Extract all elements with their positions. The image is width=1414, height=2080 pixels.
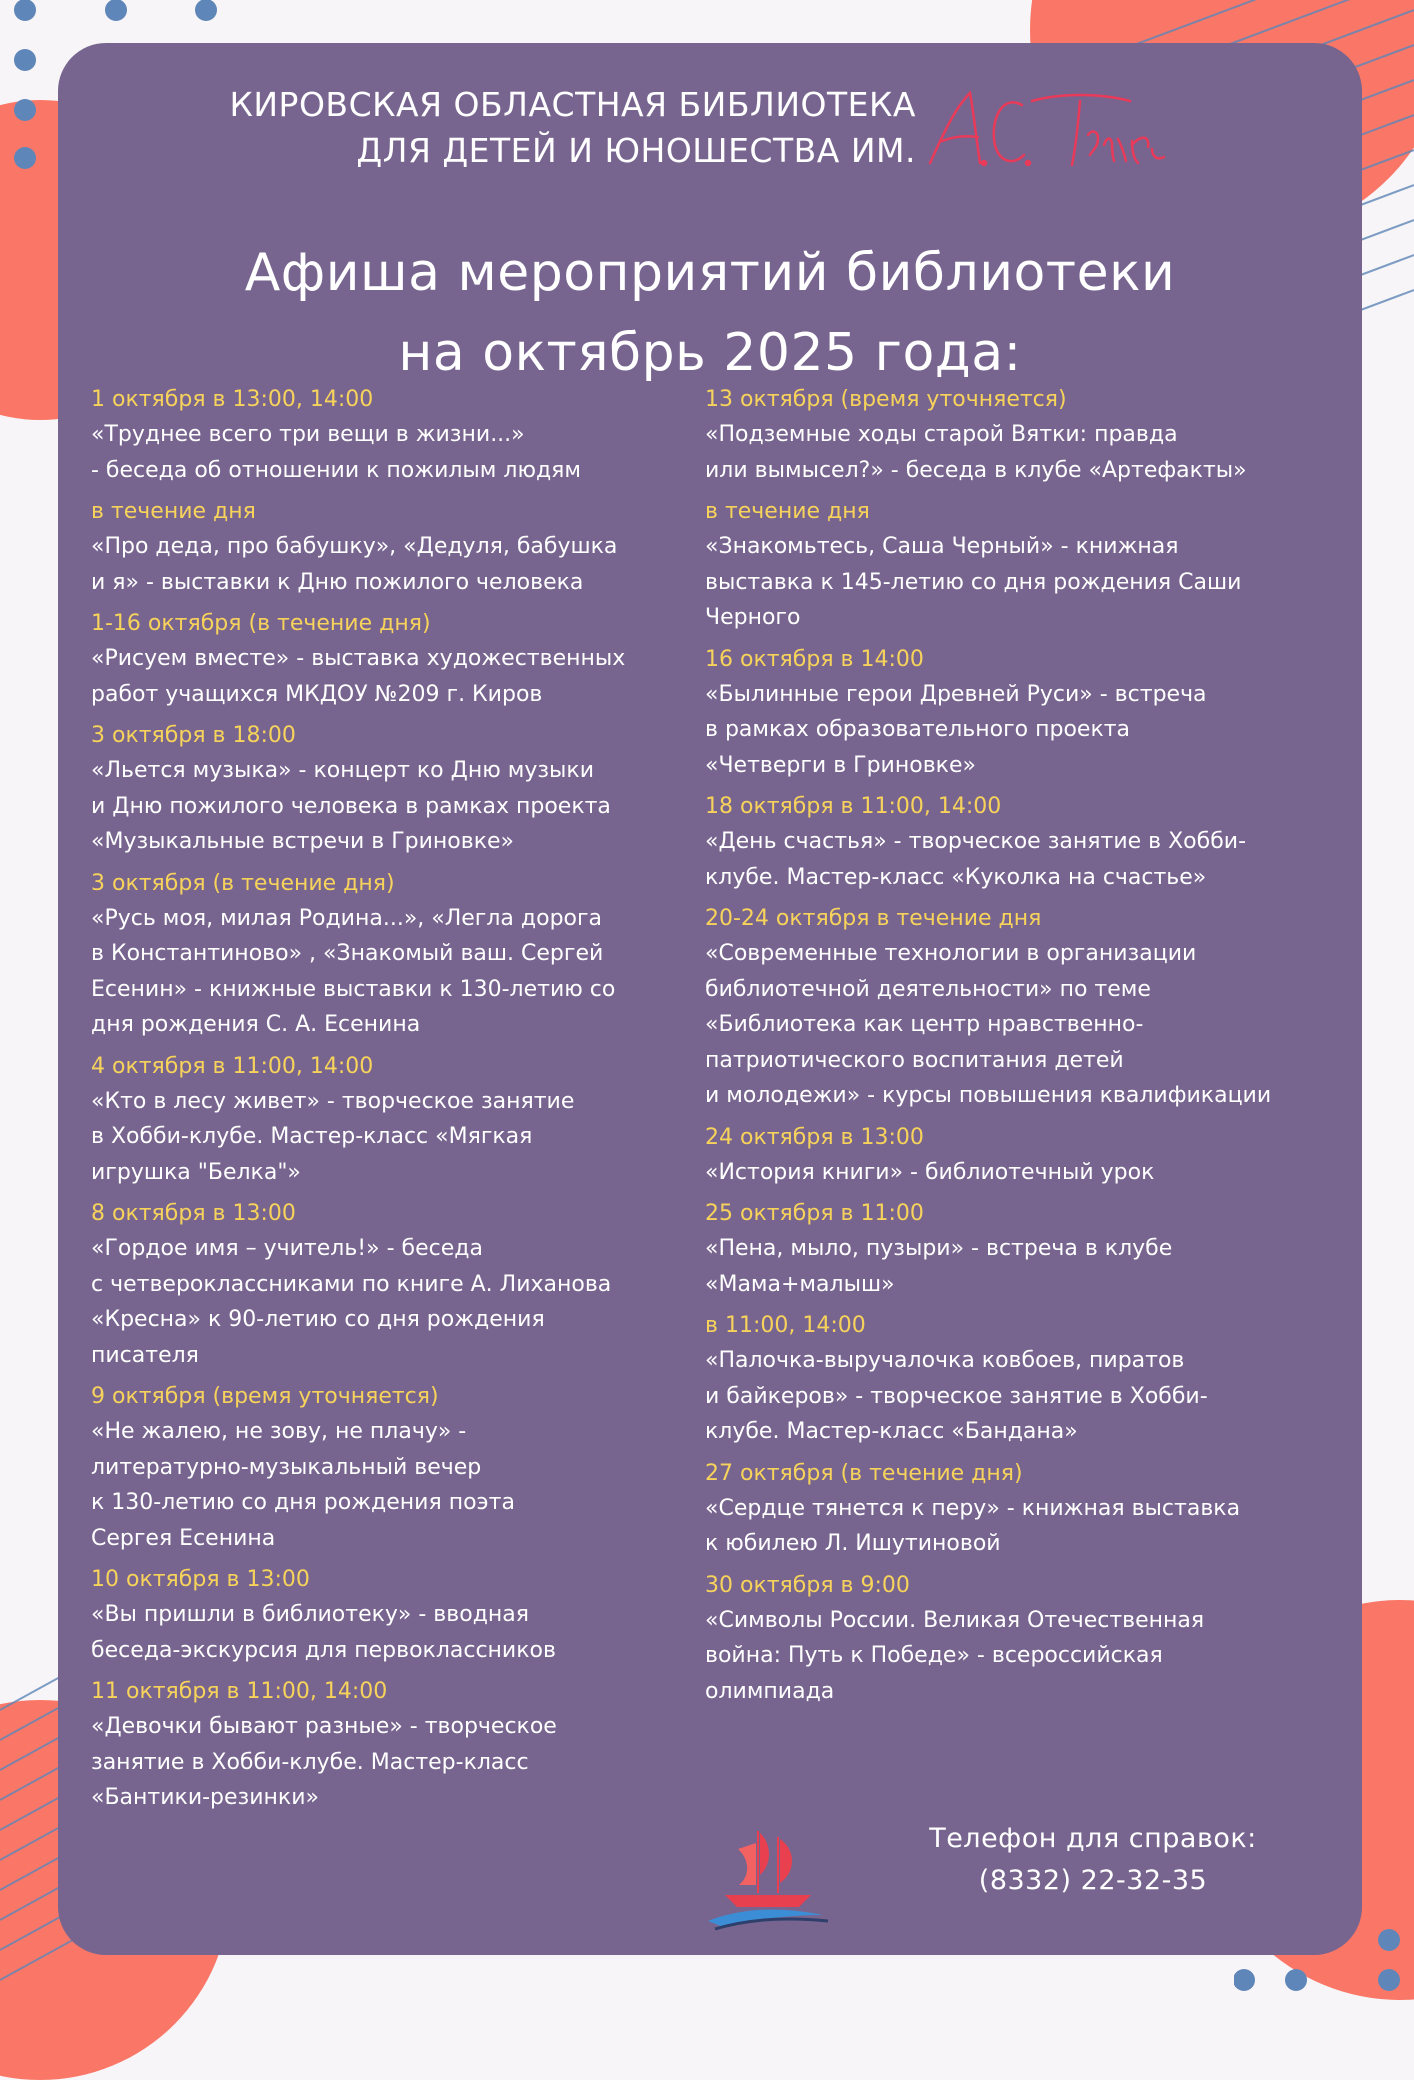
event-description: «Пена, мыло, пузыри» - встреча в клубе «Мама+малыш» xyxy=(705,1236,1173,1297)
event-item xyxy=(705,1309,1345,1450)
event-description: «Льется музыка» - концерт ко Дню музыки и Дню пожилого человека в рамках проекта «Музыкальные встречи в Гриновке» xyxy=(91,758,611,854)
event-date: 13 октября (время уточняется) xyxy=(705,387,1067,412)
event-date: 20-24 октября в течение дня xyxy=(705,906,1042,931)
event-description: «Сердце тянется к перу» - книжная выставка к юбилею Л. Ишутиновой xyxy=(705,1495,1241,1556)
event-date: 24 октября в 13:00 xyxy=(705,1124,924,1150)
event-date: 16 октября в 14:00 xyxy=(705,646,924,672)
event-description: «Труднее всего три вещи в жизни...» - беседа об отношении к пожилым людям xyxy=(91,422,582,483)
event-date: 4 октября в 11:00, 14:00 xyxy=(91,1053,374,1079)
event-date: в течение дня xyxy=(91,499,256,524)
event-date: 30 октября в 9:00 xyxy=(705,1572,910,1598)
event-date: в 11:00, 14:00 xyxy=(705,1313,866,1338)
event-item xyxy=(91,719,691,860)
event-date: 11 октября в 11:00, 14:00 xyxy=(91,1679,388,1704)
event-date: 8 октября в 13:00 xyxy=(91,1201,296,1226)
event-item xyxy=(705,495,1345,636)
event-description: «Русь моя, милая Родина...», «Легла дорога в Константиново» , «Знакомый ваш. Сергей Есенин» - книжные выставки к 130-летию со дня рождения С. А. Есенина xyxy=(91,905,616,1037)
event-item xyxy=(705,1121,1345,1191)
event-date: 25 октября в 11:00 xyxy=(705,1201,924,1226)
event-description: «День счастья» - творческое занятие в Хобби- клубе. Мастер-класс «Куколка на счастье» xyxy=(705,829,1247,890)
event-description: «Знакомьтесь, Саша Черный» - книжная выставка к 145-летию со дня рождения Саши Черного xyxy=(705,534,1242,630)
event-date: 1 октября в 13:00, 14:00 xyxy=(91,387,374,412)
event-item xyxy=(91,383,691,488)
event-item xyxy=(705,1569,1345,1710)
event-date: 10 октября в 13:00 xyxy=(91,1567,310,1592)
contact-block xyxy=(703,1823,1303,1933)
event-item xyxy=(91,867,691,1043)
event-item xyxy=(91,1675,691,1816)
org-name-line2: ДЛЯ ДЕТЕЙ И ЮНОШЕСТВА ИМ. xyxy=(356,131,916,170)
event-description: «Вы пришли в библиотеку» - вводная беседа-экскурсия для первоклассников xyxy=(91,1602,556,1663)
event-date: 27 октября (в течение дня) xyxy=(705,1460,1023,1486)
event-description: «Рисуем вместе» - выставка художественных работ учащихся МКДОУ №209 г. Киров xyxy=(91,646,626,707)
event-item xyxy=(91,607,691,712)
event-description: «История книги» - библиотечный урок xyxy=(705,1159,1155,1185)
event-item xyxy=(705,383,1345,488)
event-date: 18 октября в 11:00, 14:00 xyxy=(705,794,1002,819)
event-date: в течение дня xyxy=(705,499,870,524)
event-description: «Символы России. Великая Отечественная война: Путь к Победе» - всероссийская олимпиада xyxy=(705,1607,1205,1704)
event-date: 3 октября в 18:00 xyxy=(91,723,296,748)
events-left-column xyxy=(91,383,691,1823)
event-item xyxy=(705,643,1345,784)
event-description: «Подземные ходы старой Вятки: правда или вымысел?» - беседа в клубе «Артефакты» xyxy=(705,422,1247,483)
event-item xyxy=(705,1197,1345,1302)
event-description: «Не жалею, не зову, не плачу» - литературно-музыкальный вечер к 130-летию со дня рождения поэта Сергея Есенина xyxy=(91,1419,515,1551)
event-item xyxy=(705,1457,1345,1562)
poster-panel xyxy=(58,43,1362,1955)
event-item xyxy=(91,1380,691,1556)
org-name-line1: КИРОВСКАЯ ОБЛАСТНАЯ БИБЛИОТЕКА xyxy=(229,85,916,124)
event-item xyxy=(91,1563,691,1668)
event-description: «Современные технологии в организации библиотечной деятельности» по теме «Библиотека как центр нравственно- патриотического воспитания детей и молодежи» - курсы повышения квалификации xyxy=(705,941,1272,1108)
event-description: «Девочки бывают разные» - творческое занятие в Хобби-клубе. Мастер-класс «Бантики-резинки» xyxy=(91,1714,557,1810)
event-date: 1-16 октября (в течение дня) xyxy=(91,611,431,636)
phone-number: (8332) 22-32-35 xyxy=(978,1865,1208,1896)
event-description: «Кто в лесу живет» - творческое занятие в Хобби-клубе. Мастер-класс «Мягкая игрушка "Белка"» xyxy=(91,1088,575,1185)
event-description: «Палочка-выручалочка ковбоев, пиратов и байкеров» - творческое занятие в Хобби- клубе. Мастер-класс «Бандана» xyxy=(705,1348,1208,1444)
event-item xyxy=(91,495,691,600)
page-title-line2: на октябрь 2025 года: xyxy=(398,323,1022,383)
signature-logo xyxy=(920,85,1180,185)
event-item xyxy=(705,790,1345,895)
event-date: 3 октября (в течение дня) xyxy=(91,870,395,896)
event-date: 9 октября (время уточняется) xyxy=(91,1384,439,1409)
page-title-line1: Афиша мероприятий библиотеки xyxy=(244,243,1176,303)
event-description: «Гордое имя – учитель!» - беседа с четвероклассниками по книге А. Лиханова «Кресна» к 90-летию со дня рождения писателя xyxy=(91,1236,612,1368)
phone-label: Телефон для справок: xyxy=(929,1823,1257,1854)
events-right-column xyxy=(705,383,1345,1716)
event-description: «Былинные герои Древней Руси» - встреча в рамках образовательного проекта «Четверги в Гриновке» xyxy=(705,681,1207,778)
event-item xyxy=(705,902,1345,1114)
ship-logo-icon xyxy=(703,1823,833,1933)
event-description: «Про деда, про бабушку», «Дедуля, бабушка и я» - выставки к Дню пожилого человека xyxy=(91,534,618,595)
event-item xyxy=(91,1050,691,1191)
event-item xyxy=(91,1197,691,1373)
